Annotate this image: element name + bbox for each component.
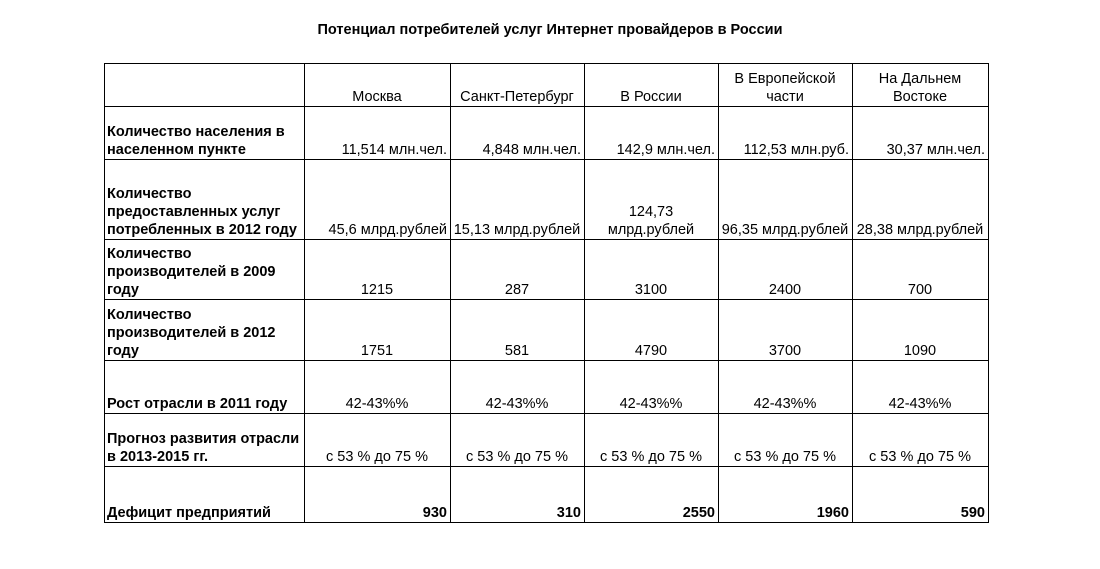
table-cell: 42-43%% (719, 361, 853, 414)
row-label: Прогноз развития отрасли в 2013-2015 гг. (105, 414, 305, 467)
table-cell: 1215 (305, 240, 451, 300)
data-table (104, 63, 989, 523)
table-cell: 2400 (719, 240, 853, 300)
table-cell: 700 (853, 240, 989, 300)
table-cell: 2550 (585, 467, 719, 523)
table-row (105, 160, 989, 240)
table-cell: 1090 (853, 300, 989, 361)
table-cell: 42-43%% (451, 361, 585, 414)
table-row (105, 107, 989, 160)
table-cell: 15,13 млрд.рублей (451, 160, 585, 240)
table-row (105, 467, 989, 523)
table-cell: 310 (451, 467, 585, 523)
table-row (105, 361, 989, 414)
header-cell-moscow: Москва (305, 64, 451, 107)
row-label: Количество населения в населенном пункте (105, 107, 305, 160)
row-label: Количество производителей в 2012 году (105, 300, 305, 361)
table-cell: 42-43%% (305, 361, 451, 414)
header-cell-far-east: На Дальнем Востоке (853, 64, 989, 107)
header-cell-europe: В Европейской части (719, 64, 853, 107)
row-label: Дефицит предприятий (105, 467, 305, 523)
header-cell-russia: В России (585, 64, 719, 107)
table-cell: 3700 (719, 300, 853, 361)
table-cell: с 53 % до 75 % (585, 414, 719, 467)
table-cell: 45,6 млрд.рублей (305, 160, 451, 240)
row-label: Количество производителей в 2009 году (105, 240, 305, 300)
table-row (105, 414, 989, 467)
table-cell: 590 (853, 467, 989, 523)
table-cell: 1751 (305, 300, 451, 361)
table-title: Потенциал потребителей услуг Интернет провайдеров в России (317, 22, 783, 38)
row-label: Рост отрасли в 2011 году (105, 361, 305, 414)
table-cell: 287 (451, 240, 585, 300)
table-cell: 142,9 млн.чел. (585, 107, 719, 160)
table-cell: с 53 % до 75 % (853, 414, 989, 467)
table-row (105, 300, 989, 361)
header-corner-cell (105, 64, 305, 107)
table-cell: 3100 (585, 240, 719, 300)
table-cell: 124,73 млрд.рублей (585, 160, 719, 240)
table-cell: 1960 (719, 467, 853, 523)
header-cell-spb: Санкт-Петербург (451, 64, 585, 107)
table-cell: 4790 (585, 300, 719, 361)
row-label: Количество предоставленных услуг потребленных в 2012 году (105, 160, 305, 240)
table-cell: 96,35 млрд.рублей (719, 160, 853, 240)
table-cell: с 53 % до 75 % (451, 414, 585, 467)
table-row (105, 240, 989, 300)
header-row (105, 64, 989, 107)
table-cell: 42-43%% (585, 361, 719, 414)
table-cell: 112,53 млн.руб. (719, 107, 853, 160)
table-cell: 581 (451, 300, 585, 361)
table-cell: 28,38 млрд.рублей (853, 160, 989, 240)
table-cell: 930 (305, 467, 451, 523)
table-cell: 30,37 млн.чел. (853, 107, 989, 160)
table-cell: с 53 % до 75 % (719, 414, 853, 467)
table-cell: 42-43%% (853, 361, 989, 414)
table-cell: с 53 % до 75 % (305, 414, 451, 467)
table-cell: 4,848 млн.чел. (451, 107, 585, 160)
table-cell: 11,514 млн.чел. (305, 107, 451, 160)
